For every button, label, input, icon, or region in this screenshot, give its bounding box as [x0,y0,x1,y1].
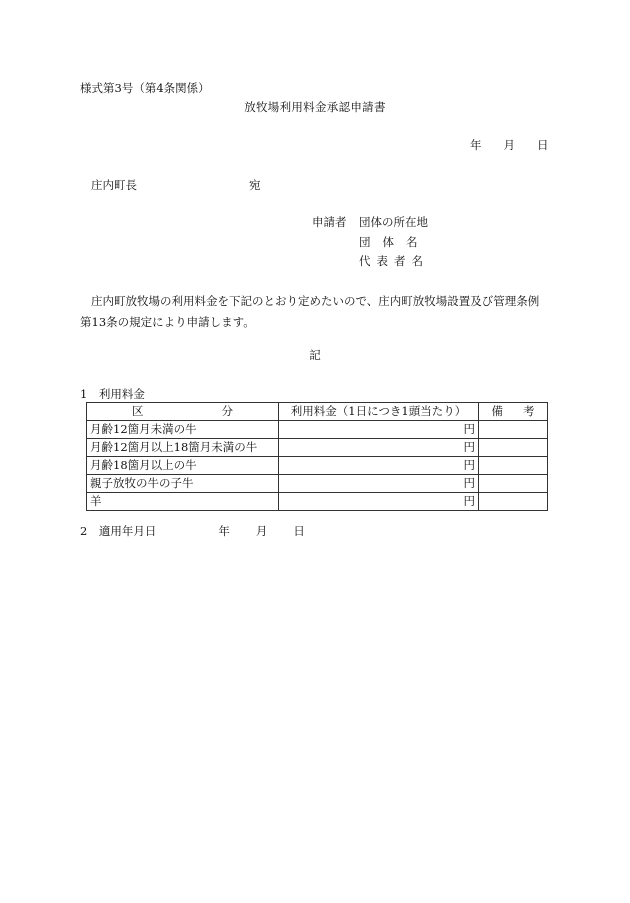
section2-heading: 2 適用年月日 [80,524,157,538]
row-category: 親子放牧の牛の子牛 [87,475,279,493]
row-remarks-input[interactable] [479,475,548,493]
row-remarks-input[interactable] [479,439,548,457]
section2-line [80,523,305,539]
row-fee-input[interactable]: 円 [279,457,479,475]
applicant-label: 申請者 [312,215,347,229]
applicant-group-name-label: 団体名 [359,235,430,249]
table-row [87,421,548,439]
applicant-address-label: 団体の所在地 [359,215,428,229]
row-remarks-input[interactable] [479,457,548,475]
row-fee-input[interactable]: 円 [279,421,479,439]
column-header-category: 区 分 [87,403,279,421]
date-month: 月 [503,138,515,152]
row-category: 月齢12箇月未満の牛 [87,421,279,439]
document-title: 放牧場利用料金承認申請書 [244,100,386,114]
date-year: 年 [470,138,482,152]
row-remarks-input[interactable] [479,421,548,439]
column-header-remarks: 備 考 [479,403,548,421]
row-category: 羊 [87,493,279,511]
table-row [87,475,548,493]
form-number: 様式第3号（第4条関係） [80,81,210,95]
date-line [470,137,549,153]
section2-month: 月 [255,524,268,538]
row-remarks-input[interactable] [479,493,548,511]
addressee-name: 庄内町長 [91,178,137,192]
row-category: 月齢18箇月以上の牛 [87,457,279,475]
date-day: 日 [537,138,549,152]
section1-heading: 1 利用料金 [80,387,145,401]
row-fee-input[interactable]: 円 [279,475,479,493]
row-fee-input[interactable]: 円 [279,493,479,511]
ki-heading: 記 [309,348,321,362]
applicant-representative-label: 代表者名 [359,254,429,268]
section2-year: 年 [218,524,230,538]
table-row [87,493,548,511]
table-row [87,439,548,457]
row-fee-input[interactable]: 円 [279,439,479,457]
fee-table [86,402,548,511]
addressee-suffix: 宛 [249,178,261,192]
section2-day: 日 [293,524,305,538]
fee-table-header [87,403,548,421]
body-text: 庄内町放牧場の利用料金を下記のとおり定めたいので、庄内町放牧場設置及び管理条例第13条の規定により申請します。 [80,294,540,329]
column-header-fee: 利用料金（1日につき1頭当たり） [279,403,479,421]
row-category: 月齢12箇月以上18箇月未満の牛 [87,439,279,457]
table-row [87,457,548,475]
